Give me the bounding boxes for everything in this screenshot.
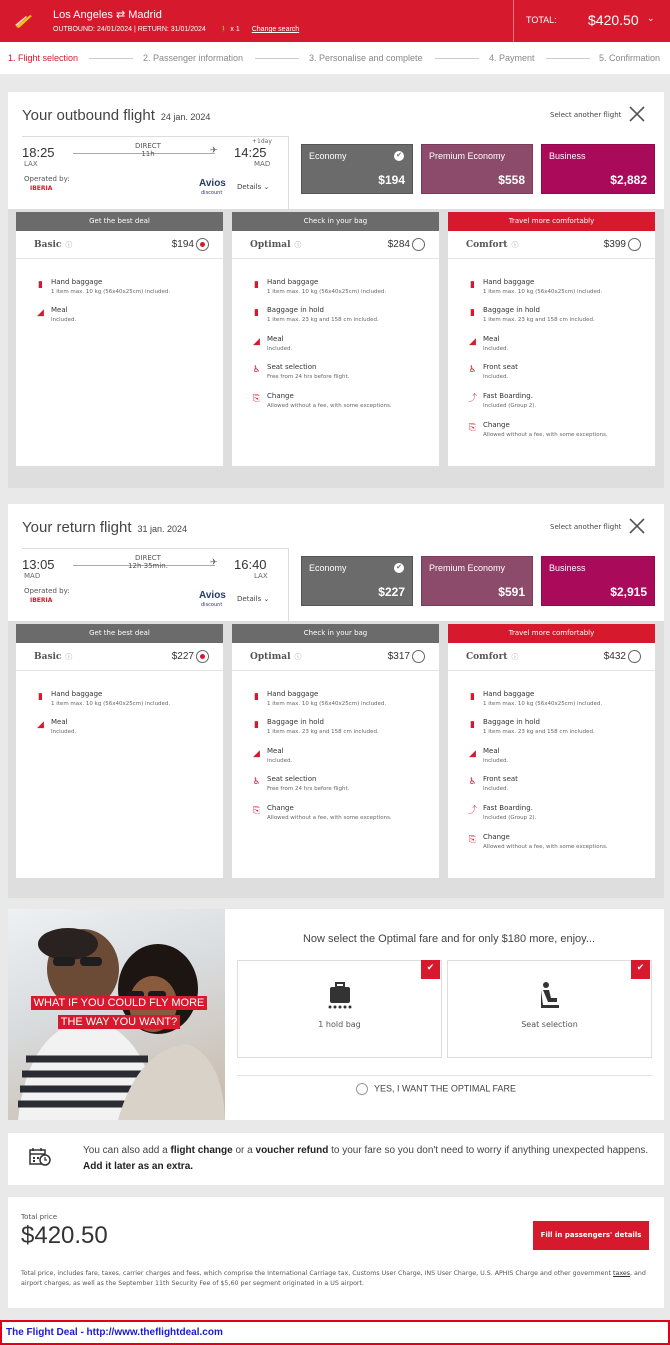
fare-card-ribbon: Check in your bag xyxy=(232,624,439,643)
total-price-value: $420.50 xyxy=(21,1222,108,1249)
feature-title: Change xyxy=(483,421,510,429)
feature-title: Change xyxy=(267,392,294,400)
step-payment: 4. Payment xyxy=(489,53,535,63)
passenger-icon: 🚶 xyxy=(219,26,229,33)
fare-card-price: $317 xyxy=(387,651,410,662)
iberia-logo-icon xyxy=(14,13,34,29)
flight-title: Your outbound flight 24 jan. 2024 xyxy=(22,107,211,124)
avios-sub: discount xyxy=(201,190,223,196)
feature-title: Meal xyxy=(483,747,500,755)
outbound-date: OUTBOUND: 24/01/2024 xyxy=(53,26,132,33)
feature-title: Seat selection xyxy=(267,775,317,783)
fare-card-price: $227 xyxy=(171,651,194,662)
total-value: $420.50 xyxy=(588,12,639,28)
departure-time: 13:05 xyxy=(22,557,55,572)
flight-header xyxy=(8,92,664,209)
feature-desc: Allowed without a fee, with some exceptions. xyxy=(267,815,392,821)
feature-title: Seat selection xyxy=(267,363,317,371)
avios-logo: Avios xyxy=(199,178,226,189)
step-passenger-information: 2. Passenger information xyxy=(143,53,244,63)
feature-title: Change xyxy=(483,833,510,841)
hold-baggage-icon: ▮ xyxy=(470,720,475,730)
step-flight-selection: 1. Flight selection xyxy=(8,53,79,63)
change-ticket-icon: ⎘ xyxy=(468,423,477,433)
feature-desc: Free from 24 hrs before flight. xyxy=(267,374,350,380)
fare-business[interactable]: Business $2,915 xyxy=(541,556,655,606)
fare-economy[interactable]: Economy ✔ $194 xyxy=(301,144,413,194)
fare-radio[interactable] xyxy=(196,650,209,663)
feature-desc: Included. xyxy=(483,346,509,352)
step-personalise: 3. Personalise and complete xyxy=(309,53,423,63)
meal-icon: ◢ xyxy=(37,720,44,730)
fare-card-basic[interactable] xyxy=(16,212,223,466)
hand-baggage-icon: ▮ xyxy=(470,280,475,290)
seat-selection-option[interactable] xyxy=(447,960,652,1058)
change-ticket-icon: ⎘ xyxy=(252,806,261,816)
fare-radio[interactable] xyxy=(412,238,425,251)
feature-title: Change xyxy=(267,804,294,812)
check-icon: ✔ xyxy=(421,960,440,979)
info-icon: ⓘ xyxy=(65,653,73,661)
hand-baggage-icon: ▮ xyxy=(254,692,259,702)
feature-desc: Allowed without a fee, with some exceptions. xyxy=(483,844,608,850)
feature-desc: Included. xyxy=(483,758,509,764)
feature-title: Baggage in hold xyxy=(267,306,324,314)
feature-desc: 1 item max. 10 kg (56x40x25cm) included. xyxy=(483,289,603,295)
select-another-flight-link[interactable]: Select another flight xyxy=(550,111,622,119)
departure-time: 18:25 xyxy=(22,145,55,160)
info-icon: ⓘ xyxy=(511,653,519,661)
hand-baggage-icon: ▮ xyxy=(38,280,43,290)
fare-radio[interactable] xyxy=(628,650,641,663)
fare-radio[interactable] xyxy=(628,238,641,251)
total-summary[interactable] xyxy=(513,0,670,42)
taxes-link[interactable]: taxes xyxy=(613,1270,631,1277)
feature-title: Fast Boarding. xyxy=(483,392,533,400)
fare-radio[interactable] xyxy=(196,238,209,251)
feature-desc: 1 item max. 10 kg (56x40x25cm) included. xyxy=(51,289,171,295)
details-toggle[interactable]: Details ⌄ xyxy=(237,183,270,191)
flight-title: Your return flight 31 jan. 2024 xyxy=(22,519,188,536)
fare-card-name: Basic ⓘ xyxy=(34,240,73,250)
hold-baggage-icon: ▮ xyxy=(254,308,259,318)
fare-card-ribbon: Check in your bag xyxy=(232,212,439,231)
feature-desc: Allowed without a fee, with some exceptions. xyxy=(267,403,392,409)
meal-icon: ◢ xyxy=(253,337,260,347)
feature-desc: Free from 24 hrs before flight. xyxy=(267,786,350,792)
chevron-down-icon[interactable]: ⌄ xyxy=(647,14,655,24)
feature-title: Meal xyxy=(483,335,500,343)
feature-desc: Included (Group 2). xyxy=(483,815,537,821)
info-icon: ⓘ xyxy=(65,241,73,249)
flight-date: 24 jan. 2024 xyxy=(160,112,211,122)
feature-title: Hand baggage xyxy=(483,278,535,286)
meal-icon: ◢ xyxy=(253,749,260,759)
check-icon: ✔ xyxy=(394,563,404,573)
arrival-code: MAD xyxy=(254,160,271,168)
feature-title: Front seat xyxy=(483,775,518,783)
feature-desc: 1 item max. 10 kg (56x40x25cm) included. xyxy=(267,701,387,707)
feature-desc: Included. xyxy=(267,758,293,764)
fast-boarding-icon: ⤴ xyxy=(467,806,477,816)
operated-by-label: Operated by: xyxy=(24,587,70,595)
source-footer: The Flight Deal - http://www.theflightdeal.com xyxy=(0,1320,670,1345)
feature-title: Hand baggage xyxy=(267,278,319,286)
promo-image xyxy=(8,909,225,1120)
promo-image-text: WHAT IF YOU COULD FLY MORE THE WAY YOU WANT? xyxy=(30,994,208,1032)
meal-icon: ◢ xyxy=(469,337,476,347)
fare-card-ribbon: Get the best deal xyxy=(16,212,223,231)
feature-title: Meal xyxy=(267,335,284,343)
fare-card-optimal[interactable] xyxy=(232,212,439,466)
feature-desc: Allowed without a fee, with some exceptions. xyxy=(483,432,608,438)
fare-card-comfort[interactable] xyxy=(448,212,655,466)
departure-code: MAD xyxy=(24,572,41,580)
feature-title: Front seat xyxy=(483,363,518,371)
arrival-code: LAX xyxy=(254,572,268,580)
seat-selection-label: Seat selection xyxy=(521,1020,578,1029)
extras-text: You can also add a flight change or a voucher refund to your fare so you don't need to worry if anything unexpected happens. Add it later as an extra. xyxy=(83,1145,649,1172)
outbound-flight-panel xyxy=(8,92,664,488)
flight-type: DIRECT 11h xyxy=(118,142,178,158)
feature-desc: Included. xyxy=(51,729,77,735)
departure-code: LAX xyxy=(24,160,38,168)
fare-card-name: Comfort ⓘ xyxy=(466,240,519,250)
details-toggle[interactable]: Details ⌄ xyxy=(237,595,270,603)
fare-business[interactable]: Business $2,882 xyxy=(541,144,655,194)
seat-icon xyxy=(533,981,567,1011)
feature-title: Baggage in hold xyxy=(483,306,540,314)
operated-by-label: Operated by: xyxy=(24,175,70,183)
change-ticket-icon: ⎘ xyxy=(252,394,261,404)
fare-card-price: $194 xyxy=(171,239,194,250)
hold-baggage-icon: ▮ xyxy=(254,720,259,730)
arrival-time: 14:25 xyxy=(234,145,267,160)
close-icon[interactable] xyxy=(628,517,646,535)
feature-title: Meal xyxy=(51,306,68,314)
return-flight-panel xyxy=(8,504,664,898)
hold-baggage-icon: ▮ xyxy=(470,308,475,318)
change-search-link[interactable]: Change search xyxy=(251,26,300,33)
fast-boarding-icon: ⤴ xyxy=(467,394,477,404)
passenger-count: x 1 xyxy=(230,26,240,33)
total-price-label: Total price xyxy=(21,1213,57,1221)
flight-type: DIRECT 12h 35min. xyxy=(118,554,178,570)
trip-dates: OUTBOUND: 24/01/2024 | RETURN: 31/01/2024 🚶 x 1 Change search xyxy=(53,26,300,33)
fare-card-optimal[interactable] xyxy=(232,624,439,878)
info-icon: ⓘ xyxy=(294,653,302,661)
feature-desc: Included. xyxy=(267,346,293,352)
change-ticket-icon: ⎘ xyxy=(468,835,477,845)
fare-card-name: Optimal ⓘ xyxy=(250,240,302,250)
feature-title: Baggage in hold xyxy=(267,718,324,726)
fare-card-ribbon: Travel more comfortably xyxy=(448,212,655,231)
feature-desc: Included. xyxy=(483,786,509,792)
hand-baggage-icon: ▮ xyxy=(254,280,259,290)
fare-card-price: $432 xyxy=(603,651,626,662)
plus-day-badge: +1day xyxy=(252,138,272,145)
flight-duration: 11h xyxy=(141,150,155,158)
feature-desc: 1 item max. 10 kg (56x40x25cm) included. xyxy=(51,701,171,707)
feature-desc: 1 item max. 10 kg (56x40x25cm) included. xyxy=(483,701,603,707)
airline-logo: IBERIA xyxy=(30,597,53,604)
feature-desc: Included (Group 2). xyxy=(483,403,537,409)
fare-economy[interactable]: Economy ✔ $227 xyxy=(301,556,413,606)
feature-desc: Included. xyxy=(483,374,509,380)
feature-desc: Included. xyxy=(51,317,77,323)
feature-desc: 1 item max. 23 kg and 158 cm included. xyxy=(267,729,379,735)
meal-icon: ◢ xyxy=(469,749,476,759)
fare-premium-economy[interactable]: Premium Economy $591 xyxy=(421,556,533,606)
hold-bag-option[interactable] xyxy=(237,960,442,1058)
suitcase-icon xyxy=(323,981,357,1011)
seat-icon: ♿ xyxy=(252,777,261,787)
feature-title: Hand baggage xyxy=(51,690,103,698)
upsell-promo xyxy=(8,909,664,1120)
total-price-note: Total price, includes fare, taxes, carrier charges and fees, which comprise the International Carriage tax, Customs User Charge, INS User Charge, U.S. APHIS Charge and other government taxes, and airport charges, as well as the September 11th Security Fee of $5,60 per segment originated in a US airport. xyxy=(21,1270,646,1287)
feature-desc: 1 item max. 23 kg and 158 cm included. xyxy=(483,317,595,323)
fare-card-basic[interactable] xyxy=(16,624,223,878)
hold-bag-label: 1 hold bag xyxy=(318,1020,361,1029)
plane-icon: ✈ xyxy=(210,558,218,568)
feature-title: Hand baggage xyxy=(267,690,319,698)
seat-icon: ♿ xyxy=(252,365,261,375)
fare-card-name: Comfort ⓘ xyxy=(466,652,519,662)
calendar-clock-icon xyxy=(29,1147,51,1167)
feature-title: Meal xyxy=(267,747,284,755)
step-confirmation: 5. Confirmation xyxy=(599,53,661,63)
front-seat-icon: ♿ xyxy=(468,365,477,375)
progress-steps xyxy=(0,42,670,74)
avios-sub: discount xyxy=(201,602,223,608)
plane-icon: ✈ xyxy=(210,146,218,156)
route-title: Los Angeles ⇄ Madrid xyxy=(53,9,162,21)
feature-title: Hand baggage xyxy=(51,278,103,286)
fill-passenger-details-button[interactable]: Fill in passengers' details xyxy=(533,1221,649,1250)
check-icon: ✔ xyxy=(394,151,404,161)
check-icon: ✔ xyxy=(631,960,650,979)
fare-card-comfort[interactable] xyxy=(448,624,655,878)
feature-title: Hand baggage xyxy=(483,690,535,698)
feature-desc: 1 item max. 23 kg and 158 cm included. xyxy=(267,317,379,323)
top-bar xyxy=(0,0,670,42)
total-price-section xyxy=(8,1197,664,1308)
promo-title: Now select the Optimal fare and for only $180 more, enjoy... xyxy=(302,933,596,945)
flight-header xyxy=(8,504,664,621)
info-icon: ⓘ xyxy=(294,241,302,249)
hand-baggage-icon: ▮ xyxy=(38,692,43,702)
close-icon[interactable] xyxy=(628,105,646,123)
fare-card-name: Basic ⓘ xyxy=(34,652,73,662)
fare-card-price: $399 xyxy=(603,239,626,250)
fare-card-ribbon: Get the best deal xyxy=(16,624,223,643)
fare-premium-economy[interactable]: Premium Economy $558 xyxy=(421,144,533,194)
fare-radio[interactable] xyxy=(412,650,425,663)
total-label: TOTAL: xyxy=(526,15,557,25)
fare-card-name: Optimal ⓘ xyxy=(250,652,302,662)
front-seat-icon: ♿ xyxy=(468,777,477,787)
meal-icon: ◢ xyxy=(37,308,44,318)
arrival-time: 16:40 xyxy=(234,557,267,572)
flight-date: 31 jan. 2024 xyxy=(137,524,188,534)
return-date: RETURN: 31/01/2024 xyxy=(137,26,206,33)
airline-logo: IBERIA xyxy=(30,185,53,192)
feature-title: Fast Boarding. xyxy=(483,804,533,812)
select-another-flight-link[interactable]: Select another flight xyxy=(550,523,622,531)
hand-baggage-icon: ▮ xyxy=(470,692,475,702)
flight-duration: 12h 35min. xyxy=(128,562,168,570)
fare-card-price: $284 xyxy=(387,239,410,250)
feature-title: Baggage in hold xyxy=(483,718,540,726)
avios-logo: Avios xyxy=(199,590,226,601)
feature-desc: 1 item max. 10 kg (56x40x25cm) included. xyxy=(267,289,387,295)
info-icon: ⓘ xyxy=(511,241,519,249)
extras-info xyxy=(8,1133,664,1185)
fare-card-ribbon: Travel more comfortably xyxy=(448,624,655,643)
feature-title: Meal xyxy=(51,718,68,726)
feature-desc: 1 item max. 23 kg and 158 cm included. xyxy=(483,729,595,735)
optimal-fare-radio[interactable]: YES, I WANT THE OPTIMAL FARE xyxy=(356,1083,516,1095)
